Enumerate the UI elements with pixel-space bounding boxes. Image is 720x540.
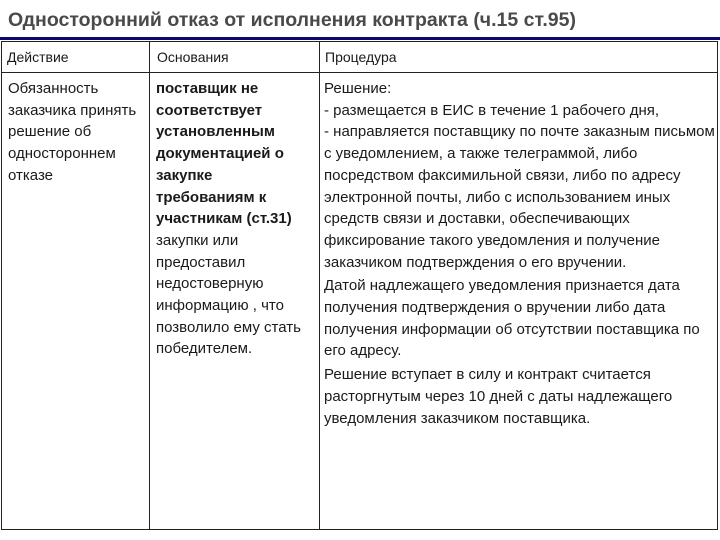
procedure-heading: Решение: [324, 80, 392, 97]
table-header-row [2, 42, 718, 73]
contract-refusal-table [1, 41, 718, 530]
action-cell [2, 73, 150, 530]
action-text: Обязанность заказчика принять решение об одностороннем отказе [8, 80, 137, 184]
procedure-step-send: - направляется поставщику по почте заказным письмом с уведомлением, а также телеграммой, либо посредством факсимильной связи, либо по адресу электронной почты, либо с использованием иных средств связи и доставки, обеспечивающих фиксирование такого уведомления и получение заказчиком подтверждения о его вручении. [324, 123, 715, 271]
grounds-cell [150, 73, 320, 530]
procedure-step-publish: - размещается в ЕИС в течение 1 рабочего дня, [324, 101, 660, 119]
procedure-effect: Решение вступает в силу и контракт считается расторгнутым через 10 дней с даты надлежащего уведомления заказчиком поставщика. [324, 366, 673, 427]
grounds-rest-text: закупки или предоставил недостоверную информацию , что позволило ему стать победителем. [156, 231, 301, 358]
page-title: Односторонний отказ от исполнения контракта (ч.15 ст.95) [8, 9, 576, 31]
header-grounds: Основания [150, 42, 320, 73]
procedure-cell [320, 73, 718, 530]
grounds-text [150, 73, 319, 360]
title-divider [0, 37, 720, 40]
header-action: Действие [2, 42, 150, 73]
procedure-notice-date: Датой надлежащего уведомления признается дата получения подтверждения о вручении либо дата получения информации об отсутствии поставщика по его адресу. [324, 277, 700, 360]
grounds-bold-text: поставщик не соответствует установленным документацией о закупке требованиям к участникам (ст.31) [156, 80, 292, 228]
table-row [2, 73, 718, 530]
header-procedure: Процедура [320, 42, 718, 73]
